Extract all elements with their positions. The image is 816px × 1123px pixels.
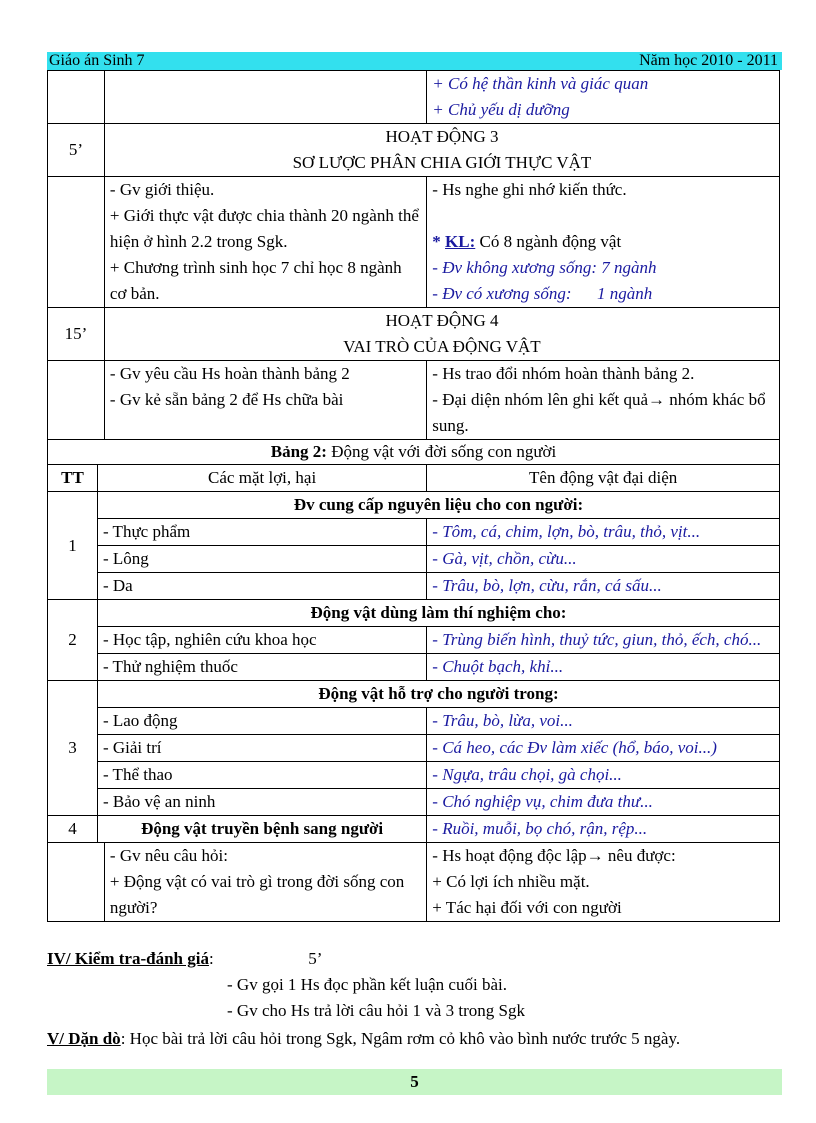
section-4-colon: : [208,949,214,968]
aspect-cell: - Thử nghiệm thuốc [97,654,426,681]
table2-title-bold: Bảng 2: [270,442,327,461]
header-right: Năm học 2010 - 2011 [639,52,778,69]
final-right-line: + Có lợi ích nhiều mặt. [432,872,590,891]
cont-line: + Chủ yếu dị dưỡng [432,100,570,119]
aspect-cell: - Thực phẩm [97,519,426,546]
animals-cell: - Tôm, cá, chim, lợn, bò, trâu, thỏ, vịt... [427,519,780,546]
section-5-colon: : [120,1029,126,1048]
final-right-line: - Hs hoạt động độc lập→ nêu được: [432,846,676,865]
section-5-text: Học bài trả lời câu hỏi trong Sgk, Ngâm rơm cỏ khô vào bình nước trước 5 ngày. [129,1029,681,1048]
aspect-cell: - Giải trí [97,735,426,762]
act3-left-line: + Chương trình sinh học 7 chỉ học 8 ngành cơ bản. [109,258,402,303]
aspect-cell: - Lông [97,546,426,573]
table-row [48,627,780,654]
page-header [47,52,782,70]
table-row [48,735,780,762]
kl-label: KL: [445,232,476,251]
table-row [48,708,780,735]
act4-left-line: - Gv yêu cầu Hs hoàn thành bảng 2 [109,364,350,383]
page-number: 5 [410,1072,419,1091]
continuation-row [48,71,780,124]
final-left-line: + Động vật có vai trò gì trong đời sống con người? [109,872,405,917]
group-number: 2 [48,600,98,681]
kl-line: - Đv có xương sống: 1 ngành [432,284,653,303]
group-number: 1 [48,492,98,600]
table-row [48,546,780,573]
group-number: 3 [48,681,98,816]
animals-cell: - Chuột bạch, khỉ... [427,654,780,681]
aspect-cell: - Lao động [97,708,426,735]
section-4-label: IV/ Kiểm tra-đánh giá [47,949,209,968]
animals-cell: - Trâu, bò, lừa, voi... [427,708,780,735]
section-5-label: V/ Dặn dò [47,1029,121,1048]
kl-line: - Đv không xương sống: 7 ngành [432,258,657,277]
table2-title-rest: Động vật với đời sống con người [331,442,557,461]
col-header-animals: Tên động vật đại diện [427,465,780,492]
animals-cell: - Trùng biến hình, thuỷ tức, giun, thỏ, ếch, chó... [427,627,780,654]
animals-cell: - Chó nghiệp vụ, chim đưa thư... [427,789,780,816]
activity-3-content [48,177,780,308]
act4-right-line: - Hs trao đổi nhóm hoàn thành bảng 2. [432,364,695,383]
group-heading-row [48,600,780,627]
act3-right-line: - Hs nghe ghi nhớ kiến thức. [432,180,627,199]
aspect-cell: - Học tập, nghiên cứu khoa học [97,627,426,654]
section-5 [47,1027,680,1051]
act4-time: 15’ [48,308,105,361]
group-number: 4 [48,816,98,843]
final-left-line: - Gv nêu câu hỏi: [109,846,228,865]
group-heading-row [48,681,780,708]
animals-cell: - Trâu, bò, lợn, cừu, rắn, cá sấu... [427,573,780,600]
act3-left-line: - Gv giới thiệu. [109,180,215,199]
act3-time: 5’ [48,124,105,177]
aspect-cell: - Da [97,573,426,600]
table-row [48,654,780,681]
section-4-line: - Gv cho Hs trả lời câu hỏi 1 và 3 trong Sgk [227,1001,525,1020]
aspect-cell: - Thể thao [97,762,426,789]
section-4-line: - Gv gọi 1 Hs đọc phần kết luận cuối bài. [227,975,507,994]
final-content [48,843,780,922]
act3-subtitle: SƠ LƯỢC PHÂN CHIA GIỚI THỰC VẬT [292,153,592,172]
table-row [48,762,780,789]
kl-star: * [432,232,441,251]
act3-left-line: + Giới thực vật được chia thành 20 ngành thể hiện ở hình 2.2 trong Sgk. [109,206,419,251]
section-4 [47,947,322,971]
animals-cell: - Gà, vịt, chồn, cừu... [427,546,780,573]
activity-3-heading [48,124,780,177]
group-heading: Động vật dùng làm thí nghiệm cho: [97,600,779,627]
animals-cell: - Ruồi, muỗi, bọ chó, rận, rệp... [427,816,780,843]
act4-subtitle: VAI TRÒ CỦA ĐỘNG VẬT [343,337,541,356]
group-heading-row [48,492,780,519]
table-row [48,573,780,600]
animals-cell: - Cá heo, các Đv làm xiếc (hổ, báo, voi...) [427,735,780,762]
animals-cell: - Ngựa, trâu chọi, gà chọi... [427,762,780,789]
table-row [48,816,780,843]
lesson-table [47,70,780,922]
section-4-time: 5’ [308,949,323,968]
page-footer [47,1069,782,1095]
act3-title: HOẠT ĐỘNG 3 [385,127,499,146]
table-row [48,789,780,816]
col-header-aspect: Các mặt lợi, hại [97,465,426,492]
group-heading: Đv cung cấp nguyên liệu cho con người: [97,492,779,519]
cont-line: + Có hệ thần kinh và giác quan [432,74,649,93]
activity-4-heading [48,308,780,361]
aspect-cell: - Bảo vệ an ninh [97,789,426,816]
kl-text: Có 8 ngành động vật [479,232,622,251]
table-row [48,519,780,546]
act3-conclusion [432,229,774,255]
table2-header-row [48,465,780,492]
activity-4-content [48,361,780,440]
table2-title-row [48,440,780,465]
final-right-line: + Tác hại đối với con người [432,898,622,917]
header-left: Giáo án Sinh 7 [49,52,145,69]
group-heading: Động vật hỗ trợ cho người trong: [97,681,779,708]
act4-title: HOẠT ĐỘNG 4 [385,311,499,330]
group-heading: Động vật truyền bệnh sang người [97,816,426,843]
col-header-tt: TT [48,465,98,492]
act4-left-line: - Gv kẻ sẵn bảng 2 để Hs chữa bài [109,390,344,409]
act4-right-line: - Đại diện nhóm lên ghi kết quả→ nhóm khác bổ sung. [432,390,766,435]
